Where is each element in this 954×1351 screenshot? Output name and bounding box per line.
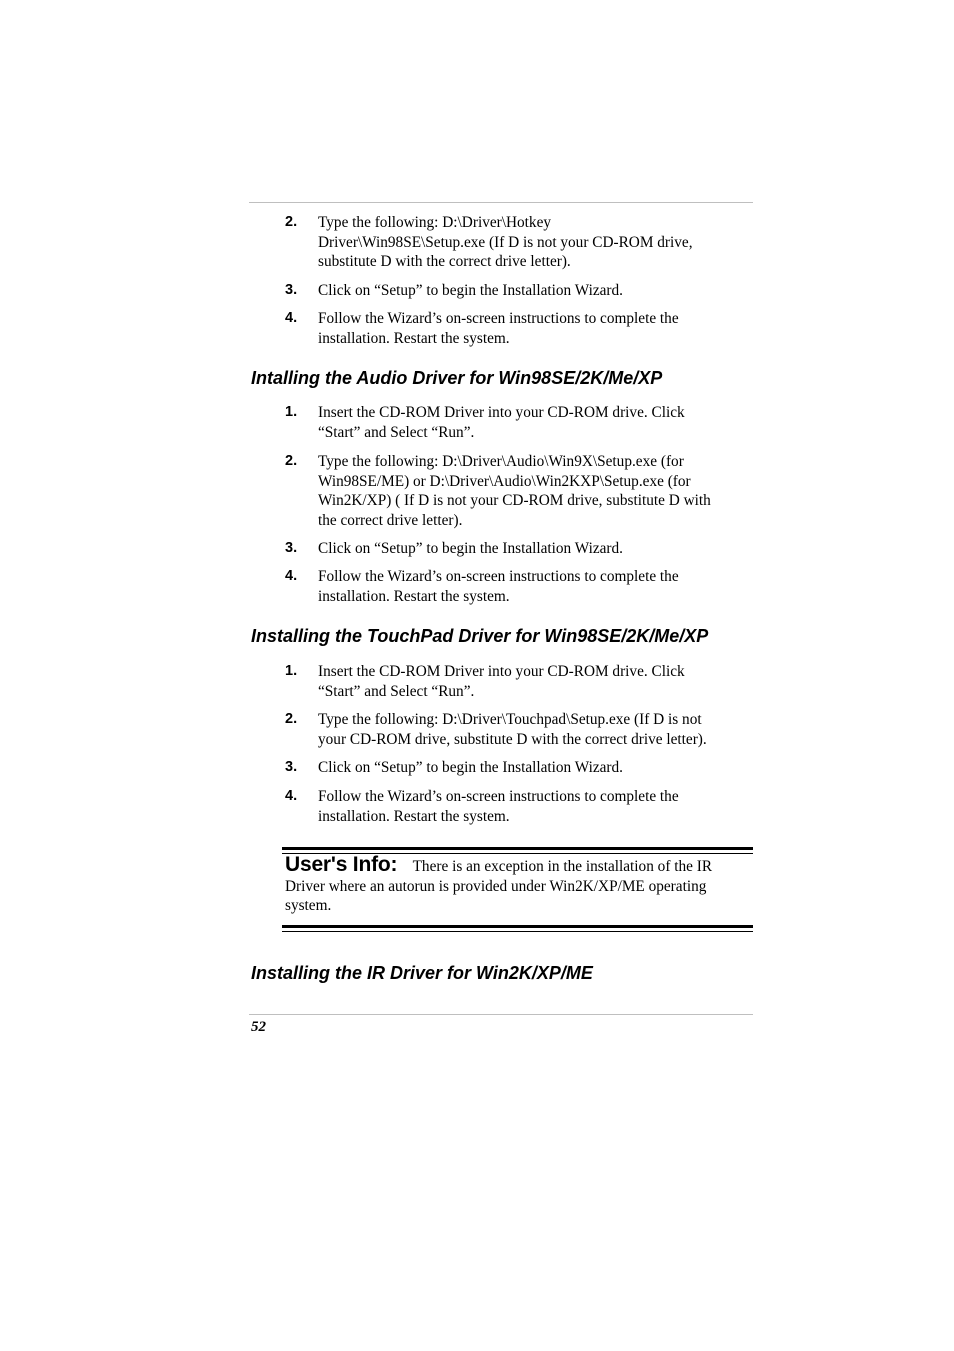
info-line-1 — [285, 855, 755, 877]
users-info-label: User's Info: — [285, 853, 398, 876]
step-line: Follow the Wizard’s on-screen instructions to complete the — [318, 310, 679, 327]
section-heading-ir: Installing the IR Driver for Win2K/XP/ME — [251, 963, 593, 983]
step-line: Type the following: D:\Driver\Audio\Win9X\Setup.exe (for — [318, 453, 684, 470]
step-text — [318, 539, 748, 559]
step-text — [318, 758, 748, 778]
step-line: Win2K/XP) ( If D is not your CD-ROM drive, substitute D with — [318, 492, 711, 509]
step-number: 1. — [285, 404, 298, 420]
step-number: 2. — [285, 214, 298, 230]
step-line: Driver\Win98SE\Setup.exe (If D is not your CD-ROM drive, — [318, 233, 693, 251]
step-text — [318, 787, 748, 826]
step-line: Follow the Wizard’s on-screen instructions to complete the — [318, 788, 679, 805]
step-line: Type the following: D:\Driver\Hotkey — [318, 214, 552, 231]
step-line: Click on “Setup” to begin the Installation Wizard. — [318, 759, 623, 776]
step-text — [318, 710, 748, 749]
step-number: 4. — [285, 568, 298, 584]
step-number: 3. — [285, 540, 298, 556]
page-number: 52 — [251, 1019, 266, 1035]
step-number: 4. — [285, 310, 298, 326]
step-number: 2. — [285, 453, 298, 469]
step-number: 4. — [285, 788, 298, 804]
step-text — [318, 309, 748, 348]
step-number: 3. — [285, 282, 298, 298]
step-line: Win98SE/ME) or D:\Driver\Audio\Win2KXP\Setup.exe (for — [318, 472, 691, 490]
step-line: Follow the Wizard’s on-screen instructions to complete the — [318, 568, 679, 585]
footer-rule — [249, 1014, 753, 1015]
step-text — [318, 213, 748, 272]
section-heading-touchpad: Installing the TouchPad Driver for Win98SE/2K/Me/XP — [251, 626, 709, 646]
step-text — [318, 452, 748, 530]
step-line: “Start” and Select “Run”. — [318, 423, 475, 441]
info-line-3: system. — [285, 897, 332, 914]
info-box-bottom-rule — [282, 925, 753, 932]
step-line: substitute D with the correct drive letter). — [318, 253, 571, 270]
step-line: Insert the CD-ROM Driver into your CD-ROM drive. Click — [318, 404, 685, 421]
step-line: installation. Restart the system. — [318, 807, 510, 825]
step-line: the correct drive letter). — [318, 511, 463, 529]
step-line: Click on “Setup” to begin the Installation Wizard. — [318, 282, 623, 299]
step-text — [318, 281, 748, 301]
users-info-note — [285, 855, 755, 916]
info-text: There is an exception in the installation of the IR — [412, 858, 713, 875]
step-text — [318, 662, 748, 701]
step-number: 3. — [285, 759, 298, 775]
step-line: Insert the CD-ROM Driver into your CD-ROM drive. Click — [318, 663, 685, 680]
section-heading-audio: Intalling the Audio Driver for Win98SE/2K/Me/XP — [251, 368, 663, 388]
step-line: installation. Restart the system. — [318, 587, 510, 605]
step-number: 1. — [285, 663, 298, 679]
step-line: your CD-ROM drive, substitute D with the correct drive letter). — [318, 730, 707, 748]
step-text — [318, 403, 748, 442]
step-line: installation. Restart the system. — [318, 329, 510, 347]
step-line: Type the following: D:\Driver\Touchpad\Setup.exe (If D is not — [318, 711, 702, 728]
header-rule — [249, 202, 753, 203]
step-number: 2. — [285, 711, 298, 727]
step-line: “Start” and Select “Run”. — [318, 682, 475, 700]
info-line-2: Driver where an autorun is provided under Win2K/XP/ME operating — [285, 877, 707, 895]
step-line: Click on “Setup” to begin the Installation Wizard. — [318, 540, 623, 557]
step-text — [318, 567, 748, 606]
